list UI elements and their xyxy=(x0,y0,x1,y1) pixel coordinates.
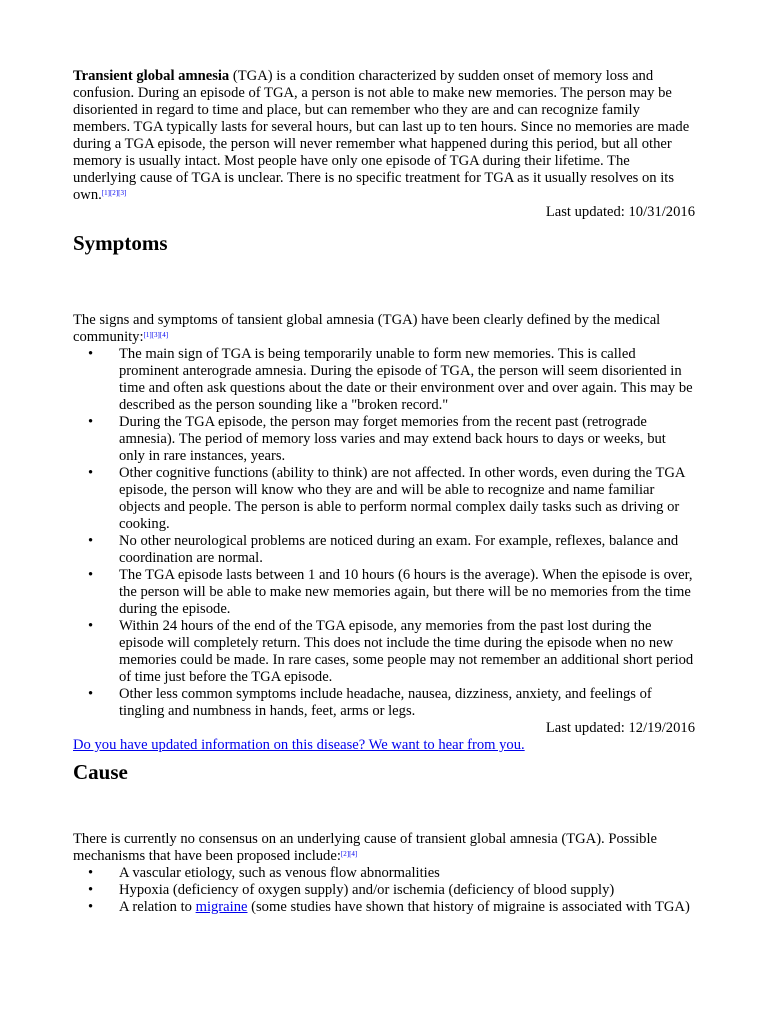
symptoms-list xyxy=(73,346,695,720)
intro-term: Transient global amnesia xyxy=(73,68,230,84)
ref-link[interactable]: [1] xyxy=(143,331,152,339)
list-item: • A relation to migraine (some studies have shown that history of migraine is associated with TGA) xyxy=(88,899,690,915)
list-item: • The main sign of TGA is being temporarily unable to form new memories. This is called prominent anterograde amnesia. During the episode of TGA, the person will seem disoriented in time and often ask questions about the date or their environment over and over again. This may be described as the person sounding like a "broken record." xyxy=(88,346,693,413)
migraine-link[interactable]: migraine xyxy=(195,899,248,915)
list-item: • Within 24 hours of the end of the TGA episode, any memories from the past lost during the episode will completely return. This does not include the time during the episode when no new memories could be made. In rare cases, some people may not remember an additional short period of time just before the TGA episode. xyxy=(88,618,694,685)
bullet: • xyxy=(88,899,94,915)
bullet: • xyxy=(88,618,94,634)
ref-link[interactable]: [2] xyxy=(340,850,350,858)
bullet: • xyxy=(88,567,94,583)
bullet: • xyxy=(88,414,94,430)
bullet: • xyxy=(88,346,94,362)
list-item: • A vascular etiology, such as venous flow abnormalities xyxy=(88,865,440,881)
ref-link[interactable]: [3] xyxy=(151,331,160,339)
list-item: • No other neurological problems are noticed during an exam. For example, reflexes, balance and coordination are normal. xyxy=(88,533,679,566)
cause-lead: There is currently no consensus on an underlying cause of transient global amnesia (TGA). Possible mechanisms that have been proposed include:[2][4] xyxy=(73,831,658,864)
ref-link[interactable]: [2] xyxy=(109,189,119,197)
ref-link[interactable]: [3] xyxy=(118,189,127,197)
cause-list xyxy=(73,865,695,916)
cause-heading: Cause xyxy=(73,760,128,784)
cause-refs xyxy=(341,850,357,858)
list-item: • During the TGA episode, the person may forget memories from the recent past (retrograde amnesia). The period of memory loss varies and may extend back hours to days or weeks, but only in rare instances, years. xyxy=(88,414,666,464)
intro-refs xyxy=(102,189,127,197)
ref-link[interactable]: [4] xyxy=(159,331,169,339)
bullet: • xyxy=(88,865,94,881)
intro-paragraph xyxy=(73,68,695,204)
ref-link[interactable]: [1] xyxy=(101,189,110,197)
feedback-link[interactable]: Do you have updated information on this disease? We want to hear from you. xyxy=(73,737,525,753)
symptoms-refs xyxy=(144,331,169,339)
bullet: • xyxy=(88,533,94,549)
bullet: • xyxy=(88,686,94,702)
list-item: • Other cognitive functions (ability to think) are not affected. In other words, even during the TGA episode, the person will know who they are and will be able to recognize and name familiar objects and people. The person is able to perform normal complex daily tasks such as driving or cooking. xyxy=(88,465,685,532)
document-page xyxy=(73,68,695,916)
intro-text: (TGA) is a condition characterized by sudden onset of memory loss and confusion. During an episode of TGA, a person is not able to make new memories. The person may be disoriented in regard to time and place, but can remember who they are and can recognize family members. TGA typically lasts for several hours, but can last up to ten hours. Since no memories are made during a TGA episode, the person will never remember what happened during this period, but all other memory is usually intact. Most people have only one episode of TGA during their lifetime. The underlying cause of TGA is unclear. There is no specific treatment for TGA as it usually resolves on its own. xyxy=(73,68,690,203)
list-item: • The TGA episode lasts between 1 and 10 hours (6 hours is the average). When the episode is over, the person will be able to make new memories again, but there will be no memories from the time during the episode. xyxy=(88,567,693,617)
intro-last-updated: Last updated: 10/31/2016 xyxy=(545,204,695,220)
list-item: • Other less common symptoms include headache, nausea, dizziness, anxiety, and feelings of tingling and numbness in hands, feet, arms or legs. xyxy=(88,686,652,719)
symptoms-last-updated: Last updated: 12/19/2016 xyxy=(545,720,695,736)
ref-link[interactable]: [4] xyxy=(349,850,358,858)
list-item: • Hypoxia (deficiency of oxygen supply) and/or ischemia (deficiency of blood supply) xyxy=(88,882,615,898)
bullet: • xyxy=(88,882,94,898)
symptoms-lead: The signs and symptoms of tansient global amnesia (TGA) have been clearly defined by the medical community:[1][3][4] xyxy=(73,312,661,345)
bullet: • xyxy=(88,465,94,481)
symptoms-heading: Symptoms xyxy=(73,231,168,255)
